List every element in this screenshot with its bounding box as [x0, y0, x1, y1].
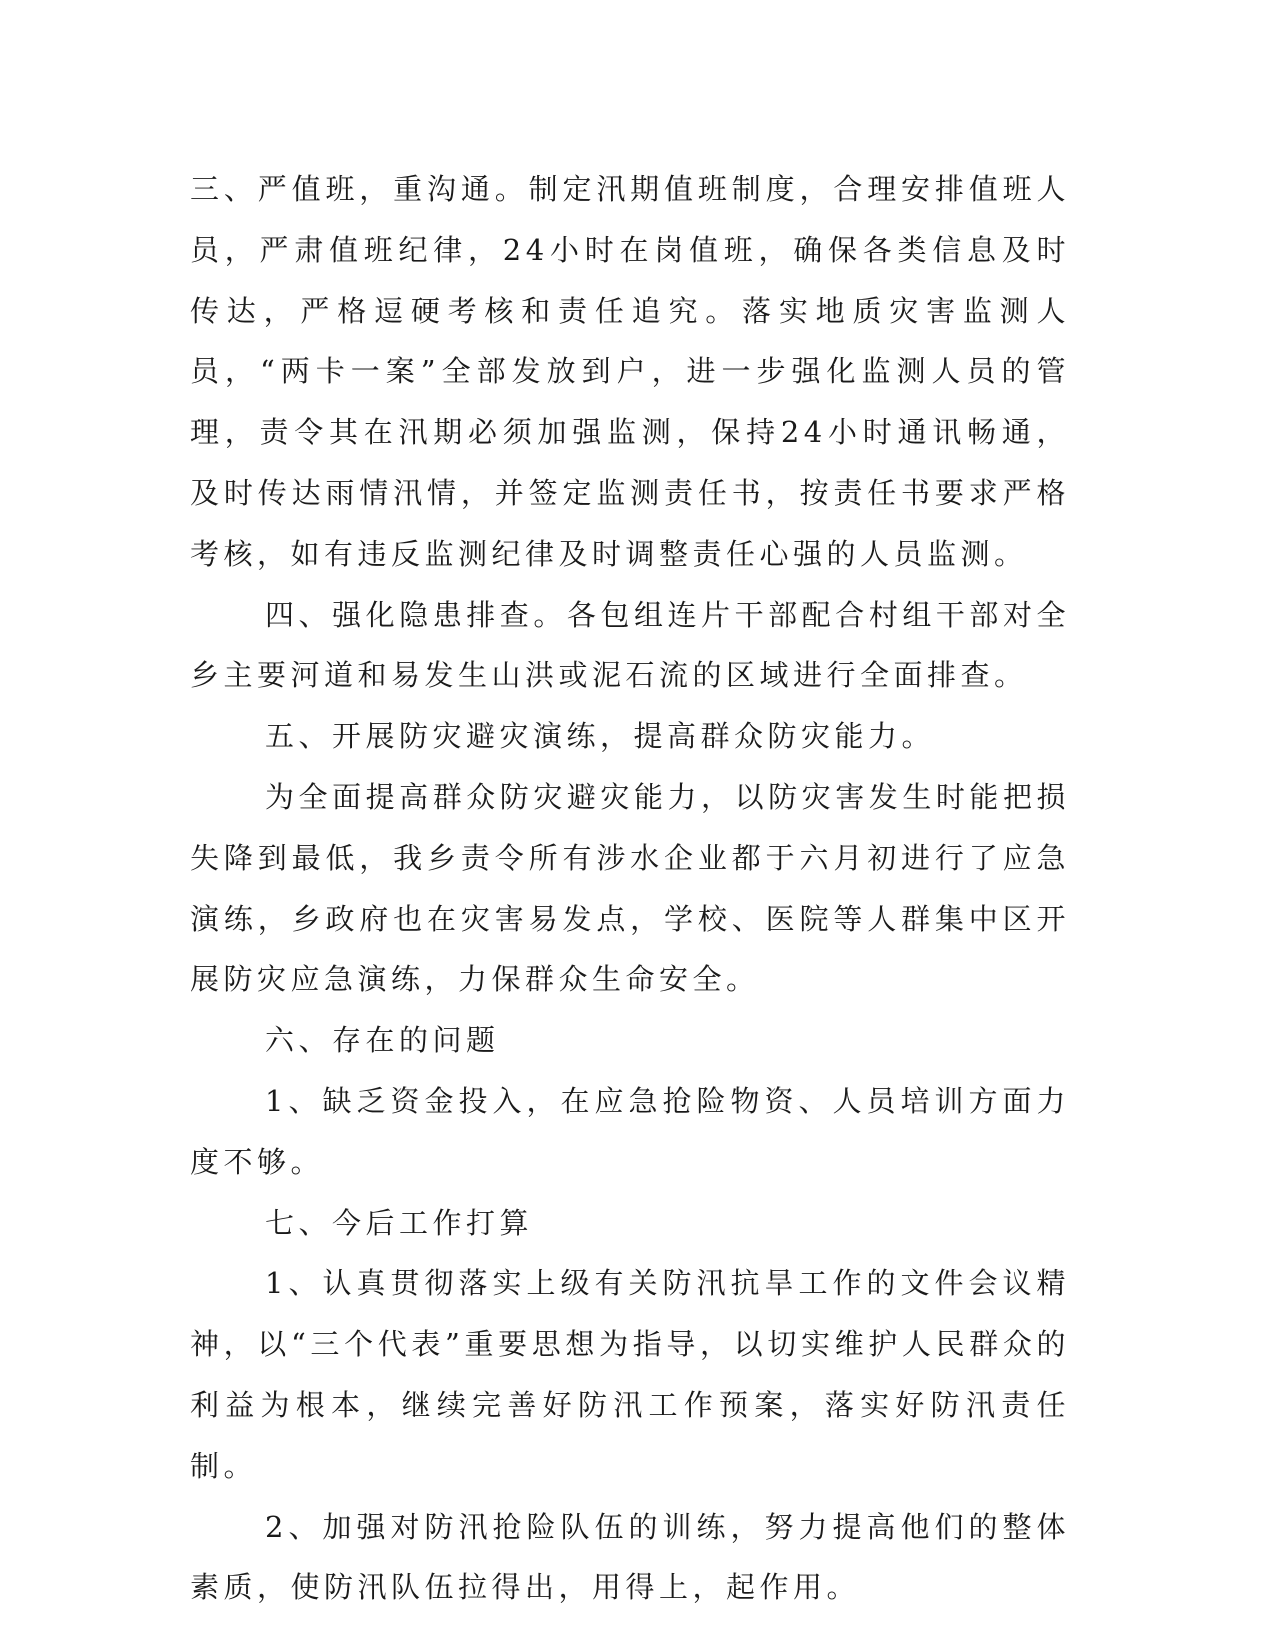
paragraph-duty-shift: 三、严值班，重沟通。制定汛期值班制度，合理安排值班人员，严肃值班纪律，24小时在岗值班，确保各类信息及时传达，严格逗硬考核和责任追究。落实地质灾害监测人员，“两卡一案”全部发放到户，进一步强化监测人员的管理，责令其在汛期必须加强监测，保持24小时通讯畅通，及时传达雨情汛情，并签定监测责任书，按责任书要求严格考核，如有违反监测纪律及时调整责任心强的人员监测。	[190, 172, 1070, 571]
paragraph-plan-1: 1、认真贯彻落实上级有关防汛抗旱工作的文件会议精神，以“三个代表”重要思想为指导，以切实维护人民群众的利益为根本，继续完善好防汛工作预案，落实好防汛责任制。	[190, 1266, 1070, 1483]
paragraph-plan-2: 2、加强对防汛抢险队伍的训练，努力提高他们的整体素质，使防汛队伍拉得出，用得上，起作用。	[190, 1509, 1070, 1605]
paragraph-problem-1: 1、缺乏资金投入，在应急抢险物资、人员培训方面力度不够。	[190, 1083, 1070, 1179]
paragraph-drill-heading: 五、开展防灾避灾演练，提高群众防灾能力。	[265, 719, 936, 754]
paragraph-plan-heading: 七、今后工作打算	[265, 1205, 534, 1240]
paragraph-problems-heading: 六、存在的问题	[265, 1023, 500, 1058]
paragraph-drill-detail: 为全面提高群众防灾避灾能力，以防灾害发生时能把损失降到最低，我乡责令所有涉水企业都于六月初进行了应急演练，乡政府也在灾害易发点，学校、医院等人群集中区开展防灾应急演练，力保群众生命安全。	[190, 779, 1070, 997]
paragraph-hazard-inspection: 四、强化隐患排查。各包组连片干部配合村组干部对全乡主要河道和易发生山洪或泥石流的区域进行全面排查。	[190, 597, 1070, 693]
document-body	[190, 159, 1070, 1618]
